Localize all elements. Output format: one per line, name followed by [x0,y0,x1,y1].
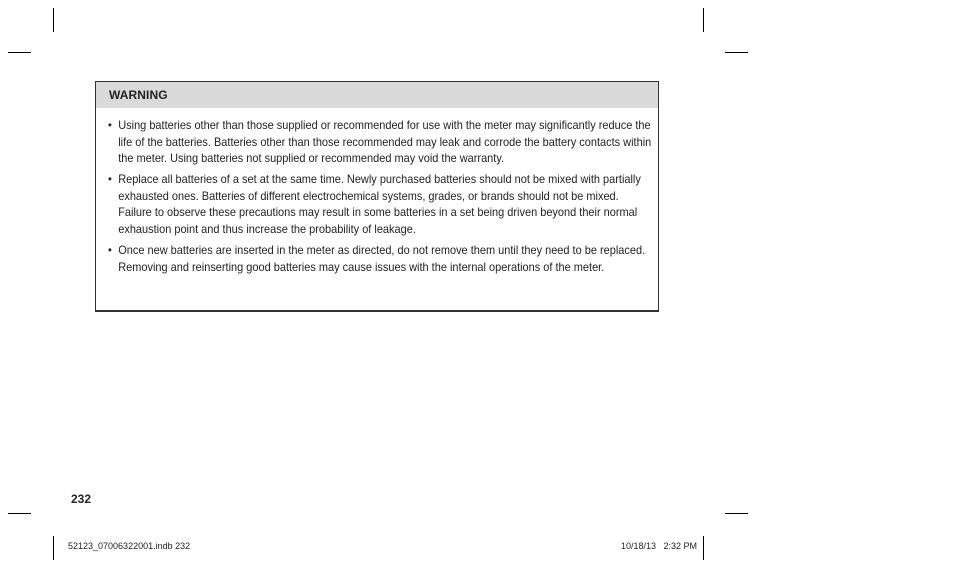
warning-item-text: Using batteries other than those supplied or recommended for use with the meter may significantly reduce the life of the batteries. Batteries other than those recommended may leak and corrode the battery contacts within the meter. Using batteries not supplied or recommended may void the warranty. [118,118,652,166]
bullet-icon: • [108,118,112,132]
footer-file-info: 52123_07006322001.indb 232 [68,541,191,551]
warning-item-text: Once new batteries are inserted in the meter as directed, do not remove them until they need to be replaced. Removing and reinserting good batteries may cause issues with the internal operations of the meter. [118,243,646,274]
crop-mark-bottom-left-horizontal [8,513,31,514]
crop-mark-bottom-right-vertical [703,536,704,560]
warning-list [96,108,658,275]
warning-title: WARNING [96,82,658,108]
warning-item-text: Replace all batteries of a set at the same time. Newly purchased batteries should not be mixed with partially exhausted ones. Batteries of different electrochemical systems, grades, or brands should not be mixed. Failure to observe these precautions may result in some batteries in a set being driven beyond their normal exhaustion point and thus increase the probability of leakage. [118,172,641,237]
warning-item [108,171,654,237]
warning-item [108,117,654,167]
crop-mark-top-right-vertical [703,8,704,32]
warning-box [95,81,659,312]
crop-mark-top-right-horizontal [725,52,748,53]
footer-date-time: 10/18/13 2:32 PM [620,541,697,551]
bullet-icon: • [108,172,112,187]
bullet-icon: • [108,243,112,258]
warning-item [108,242,654,275]
page-number: 232 [71,492,92,506]
crop-mark-top-left-vertical [53,8,54,32]
crop-mark-top-left-horizontal [8,52,31,53]
crop-mark-bottom-left-vertical [53,536,54,560]
crop-mark-bottom-right-horizontal [725,513,748,514]
